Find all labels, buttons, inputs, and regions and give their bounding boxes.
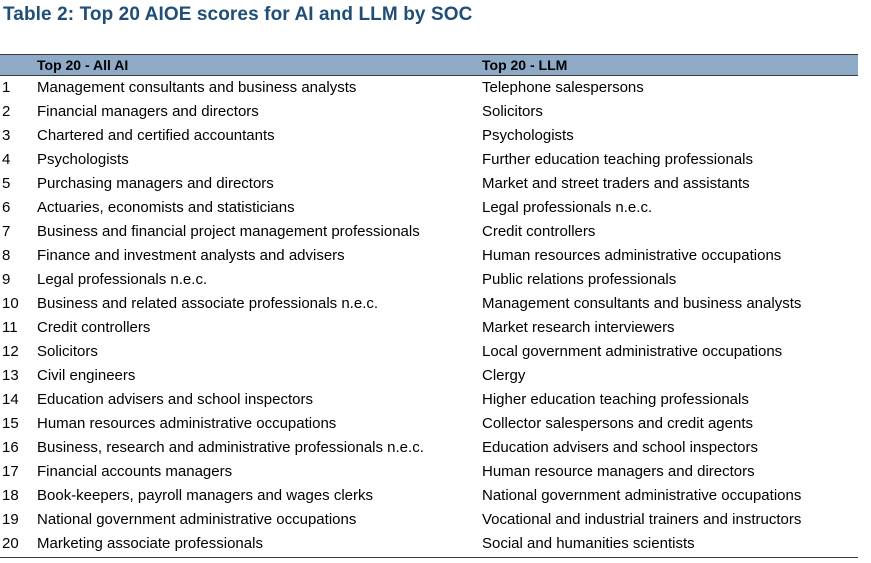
llm-occupation-cell: National government administrative occupations: [482, 487, 802, 504]
rank-cell: 11: [2, 319, 18, 336]
all-ai-occupation-cell: Solicitors: [37, 343, 98, 360]
table-row: [0, 436, 858, 460]
table-row: [0, 316, 858, 340]
header-llm: Top 20 - LLM: [482, 57, 568, 73]
rank-cell: 20: [2, 535, 19, 552]
llm-occupation-cell: Education advisers and school inspectors: [482, 439, 758, 456]
table-row: [0, 268, 858, 292]
table-body: [0, 76, 858, 556]
rank-cell: 12: [2, 343, 19, 360]
table-row: [0, 340, 858, 364]
llm-occupation-cell: Credit controllers: [482, 223, 596, 240]
table-row: [0, 364, 858, 388]
all-ai-occupation-cell: Management consultants and business analysts: [37, 79, 357, 96]
rank-cell: 15: [2, 415, 19, 432]
rank-cell: 1: [2, 79, 11, 96]
table-row: [0, 292, 858, 316]
llm-occupation-cell: Legal professionals n.e.c.: [482, 199, 653, 216]
table-row: [0, 484, 858, 508]
rank-cell: 10: [2, 295, 19, 312]
llm-occupation-cell: Vocational and industrial trainers and instructors: [482, 511, 802, 528]
rank-cell: 14: [2, 391, 19, 408]
llm-occupation-cell: Solicitors: [482, 103, 543, 120]
table-header-row: [0, 54, 858, 76]
all-ai-occupation-cell: Credit controllers: [37, 319, 151, 336]
table-row: [0, 196, 858, 220]
all-ai-occupation-cell: Education advisers and school inspectors: [37, 391, 313, 408]
all-ai-occupation-cell: Finance and investment analysts and advisers: [37, 247, 345, 264]
all-ai-occupation-cell: Civil engineers: [37, 367, 136, 384]
llm-occupation-cell: Management consultants and business analysts: [482, 295, 802, 312]
rank-cell: 18: [2, 487, 19, 504]
llm-occupation-cell: Collector salespersons and credit agents: [482, 415, 753, 432]
table-row: [0, 172, 858, 196]
table-row: [0, 244, 858, 268]
table-row: [0, 532, 858, 556]
table-row: [0, 508, 858, 532]
rank-cell: 4: [2, 151, 11, 168]
rank-cell: 3: [2, 127, 11, 144]
all-ai-occupation-cell: Actuaries, economists and statisticians: [37, 199, 295, 216]
all-ai-occupation-cell: National government administrative occupations: [37, 511, 357, 528]
rank-cell: 8: [2, 247, 11, 264]
rank-cell: 2: [2, 103, 11, 120]
rank-cell: 9: [2, 271, 11, 288]
rank-cell: 6: [2, 199, 11, 216]
rank-cell: 7: [2, 223, 11, 240]
rank-cell: 17: [2, 463, 19, 480]
llm-occupation-cell: Psychologists: [482, 127, 574, 144]
all-ai-occupation-cell: Human resources administrative occupations: [37, 415, 337, 432]
table-row: [0, 76, 858, 100]
llm-occupation-cell: Clergy: [482, 367, 526, 384]
all-ai-occupation-cell: Purchasing managers and directors: [37, 175, 274, 192]
rank-cell: 19: [2, 511, 19, 528]
llm-occupation-cell: Human resource managers and directors: [482, 463, 755, 480]
llm-occupation-cell: Social and humanities scientists: [482, 535, 695, 552]
rank-cell: 16: [2, 439, 19, 456]
all-ai-occupation-cell: Business and financial project management professionals: [37, 223, 420, 240]
llm-occupation-cell: Further education teaching professionals: [482, 151, 753, 168]
all-ai-occupation-cell: Psychologists: [37, 151, 129, 168]
all-ai-occupation-cell: Business, research and administrative professionals n.e.c.: [37, 439, 424, 456]
llm-occupation-cell: Public relations professionals: [482, 271, 677, 288]
llm-occupation-cell: Telephone salespersons: [482, 79, 644, 96]
table-title: Table 2: Top 20 AIOE scores for AI and LLM by SOC: [3, 4, 473, 25]
llm-occupation-cell: Market and street traders and assistants: [482, 175, 750, 192]
all-ai-occupation-cell: Financial managers and directors: [37, 103, 259, 120]
table-row: [0, 100, 858, 124]
llm-occupation-cell: Market research interviewers: [482, 319, 675, 336]
table-row: [0, 148, 858, 172]
table-row: [0, 388, 858, 412]
llm-occupation-cell: Local government administrative occupations: [482, 343, 783, 360]
rank-cell: 13: [2, 367, 19, 384]
all-ai-occupation-cell: Marketing associate professionals: [37, 535, 263, 552]
all-ai-occupation-cell: Book-keepers, payroll managers and wages clerks: [37, 487, 373, 504]
table-row: [0, 220, 858, 244]
all-ai-occupation-cell: Chartered and certified accountants: [37, 127, 275, 144]
aioe-table: [0, 54, 858, 558]
table-row: [0, 460, 858, 484]
rank-cell: 5: [2, 175, 11, 192]
table-row: [0, 124, 858, 148]
header-all-ai: Top 20 - All AI: [37, 57, 129, 73]
llm-occupation-cell: Higher education teaching professionals: [482, 391, 749, 408]
all-ai-occupation-cell: Business and related associate professionals n.e.c.: [37, 295, 379, 312]
all-ai-occupation-cell: Financial accounts managers: [37, 463, 233, 480]
all-ai-occupation-cell: Legal professionals n.e.c.: [37, 271, 208, 288]
table-row: [0, 412, 858, 436]
table-bottom-rule: [0, 557, 858, 558]
llm-occupation-cell: Human resources administrative occupations: [482, 247, 782, 264]
